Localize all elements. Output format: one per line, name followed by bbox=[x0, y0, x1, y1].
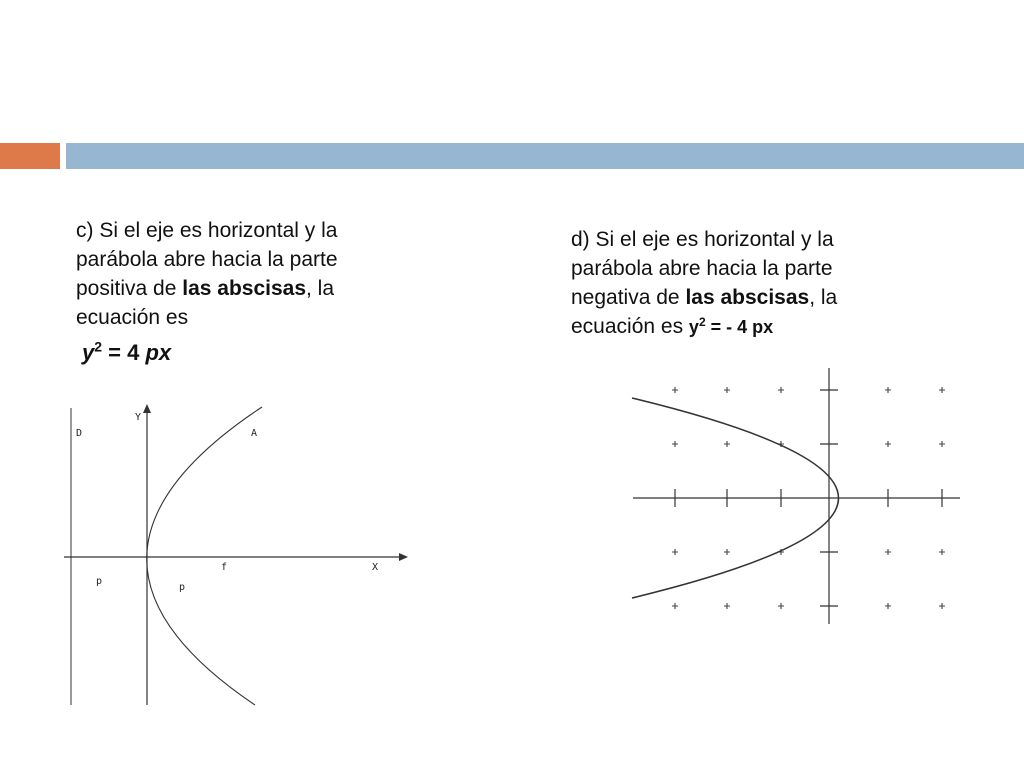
grid-plus bbox=[672, 549, 678, 555]
label-x: X bbox=[372, 562, 379, 573]
grid-plus bbox=[724, 387, 730, 393]
label-p-left: p bbox=[96, 576, 103, 587]
case-d-abscisas: las abscisas bbox=[685, 286, 810, 309]
case-d-eq-var: y bbox=[688, 317, 699, 337]
case-d-line-1: d) Si el eje es horizontal y la bbox=[571, 228, 834, 251]
case-c-eq-rest: = 4 bbox=[102, 340, 146, 365]
grid-plus bbox=[939, 441, 945, 447]
case-c-line-4: ecuación es bbox=[76, 306, 189, 329]
case-d-line-2: parábola abre hacia la parte bbox=[571, 257, 833, 280]
label-d: D bbox=[76, 428, 83, 439]
case-c-eq-exp: 2 bbox=[94, 338, 103, 355]
case-d-line-3-pre: negativa de bbox=[571, 286, 686, 309]
grid-plus bbox=[939, 603, 945, 609]
case-c-eq-var: y bbox=[82, 340, 95, 365]
grid-plus bbox=[724, 549, 730, 555]
label-f: f bbox=[221, 562, 228, 573]
case-d-eq-rest: = - 4 bbox=[705, 317, 753, 337]
case-d-eq-rhs: px bbox=[752, 317, 774, 337]
label-a: A bbox=[251, 428, 258, 439]
grid-plus bbox=[939, 549, 945, 555]
case-c-line-2: parábola abre hacia la parte bbox=[76, 248, 338, 271]
grid-plus bbox=[885, 387, 891, 393]
grid-plus bbox=[672, 441, 678, 447]
case-c-line-1: c) Si el eje es horizontal y la bbox=[76, 219, 338, 242]
case-c-abscisas: las abscisas bbox=[182, 277, 306, 300]
grid-plus bbox=[939, 387, 945, 393]
label-p-right: p bbox=[179, 582, 186, 593]
case-c-line-3-post: , la bbox=[306, 277, 335, 300]
grid-plus bbox=[885, 441, 891, 447]
grid-plus bbox=[724, 441, 730, 447]
case-c-line-3-pre: positiva de bbox=[76, 277, 183, 300]
case-d-line-4-text: ecuación es bbox=[571, 315, 689, 338]
case-d-eq-exp: 2 bbox=[698, 315, 706, 329]
grid-plus bbox=[672, 387, 678, 393]
label-y: Y bbox=[135, 412, 142, 423]
case-d-line-3-post: , la bbox=[809, 286, 838, 309]
grid-plus bbox=[672, 603, 678, 609]
grid-plus bbox=[778, 603, 784, 609]
case-c-eq-rhs: px bbox=[145, 340, 172, 365]
grid-plus bbox=[885, 603, 891, 609]
grid-plus bbox=[778, 387, 784, 393]
grid-plus bbox=[724, 603, 730, 609]
grid-plus bbox=[885, 549, 891, 555]
